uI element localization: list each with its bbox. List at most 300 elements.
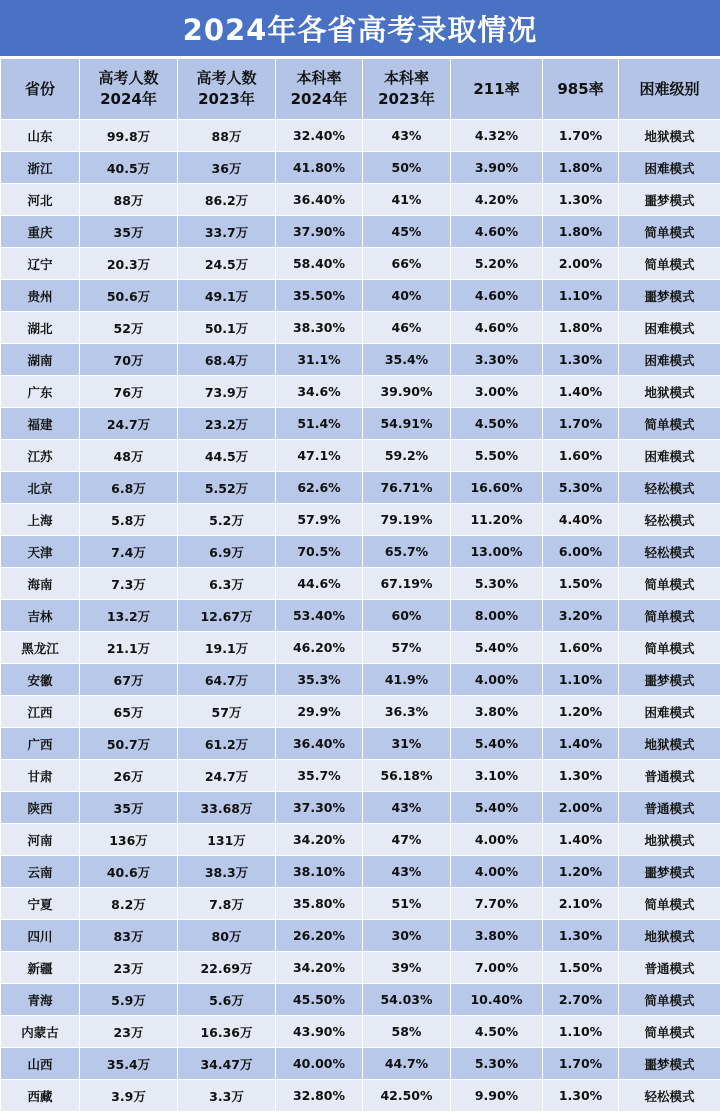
rate-211-cell: 4.00%	[451, 664, 543, 696]
candidates-2023-cell: 44.5万	[178, 440, 276, 472]
header-line: 本科率	[383, 69, 429, 87]
table-row	[1, 920, 720, 952]
rate-985-cell: 1.70%	[543, 408, 619, 440]
candidates-2023-cell: 38.3万	[178, 856, 276, 888]
rate-211-cell: 4.50%	[451, 1016, 543, 1048]
difficulty-cell: 简单模式	[619, 568, 720, 600]
header-line: 2024年	[290, 90, 348, 108]
difficulty-cell: 困难模式	[619, 312, 720, 344]
table-row	[1, 344, 720, 376]
difficulty-cell: 地狱模式	[619, 824, 720, 856]
province-cell: 湖南	[1, 344, 80, 376]
undergrad-rate-2024-cell: 57.9%	[276, 504, 363, 536]
rate-985-cell: 6.00%	[543, 536, 619, 568]
table-row	[1, 120, 720, 152]
table-row	[1, 248, 720, 280]
undergrad-rate-2024-cell: 34.6%	[276, 376, 363, 408]
undergrad-rate-2023-cell: 44.7%	[363, 1048, 451, 1080]
rate-211-cell: 5.40%	[451, 728, 543, 760]
rate-985-cell: 1.50%	[543, 952, 619, 984]
rate-985-cell: 1.20%	[543, 696, 619, 728]
undergrad-rate-2024-cell: 46.20%	[276, 632, 363, 664]
undergrad-rate-2024-cell: 35.80%	[276, 888, 363, 920]
undergrad-rate-2023-cell: 59.2%	[363, 440, 451, 472]
province-cell: 西藏	[1, 1080, 80, 1112]
rate-211-cell: 11.20%	[451, 504, 543, 536]
undergrad-rate-2024-cell: 35.50%	[276, 280, 363, 312]
candidates-2023-cell: 24.5万	[178, 248, 276, 280]
candidates-2024-cell: 26万	[80, 760, 178, 792]
undergrad-rate-2024-cell: 70.5%	[276, 536, 363, 568]
rate-211-cell: 3.00%	[451, 376, 543, 408]
table-row	[1, 152, 720, 184]
table-row	[1, 792, 720, 824]
candidates-2023-cell: 6.3万	[178, 568, 276, 600]
undergrad-rate-2024-cell: 62.6%	[276, 472, 363, 504]
header-line: 2023年	[198, 90, 255, 108]
table-row	[1, 824, 720, 856]
candidates-2023-cell: 3.3万	[178, 1080, 276, 1112]
table-row	[1, 984, 720, 1016]
rate-211-cell: 5.40%	[451, 792, 543, 824]
rate-211-cell: 13.00%	[451, 536, 543, 568]
table-row	[1, 760, 720, 792]
table-row	[1, 1048, 720, 1080]
undergrad-rate-2024-cell: 43.90%	[276, 1016, 363, 1048]
table-row	[1, 216, 720, 248]
candidates-2023-cell: 80万	[178, 920, 276, 952]
rate-985-cell: 1.30%	[543, 344, 619, 376]
rate-211-cell: 9.90%	[451, 1080, 543, 1112]
candidates-2023-cell: 5.52万	[178, 472, 276, 504]
rate-985-cell: 1.60%	[543, 440, 619, 472]
candidates-2023-cell: 33.7万	[178, 216, 276, 248]
table-row	[1, 728, 720, 760]
candidates-2024-cell: 88万	[80, 184, 178, 216]
rate-985-cell: 1.50%	[543, 568, 619, 600]
candidates-2023-cell: 16.36万	[178, 1016, 276, 1048]
province-cell: 安徽	[1, 664, 80, 696]
rate-985-cell: 1.40%	[543, 824, 619, 856]
candidates-2024-cell: 52万	[80, 312, 178, 344]
candidates-2024-cell: 50.6万	[80, 280, 178, 312]
undergrad-rate-2023-cell: 47%	[363, 824, 451, 856]
rate-985-cell: 1.70%	[543, 1048, 619, 1080]
rate-211-cell: 10.40%	[451, 984, 543, 1016]
table-row	[1, 536, 720, 568]
undergrad-rate-2024-cell: 35.7%	[276, 760, 363, 792]
admission-table	[0, 58, 720, 1112]
table-row	[1, 1080, 720, 1112]
candidates-2024-cell: 65万	[80, 696, 178, 728]
candidates-2024-cell: 23万	[80, 952, 178, 984]
rate-211-cell: 3.90%	[451, 152, 543, 184]
page-title: 2024年各省高考录取情况	[0, 0, 720, 58]
undergrad-rate-2024-cell: 35.3%	[276, 664, 363, 696]
header-line: 2023年	[378, 90, 435, 108]
difficulty-cell: 噩梦模式	[619, 664, 720, 696]
table-row	[1, 856, 720, 888]
undergrad-rate-2023-cell: 66%	[363, 248, 451, 280]
difficulty-cell: 地狱模式	[619, 376, 720, 408]
province-cell: 海南	[1, 568, 80, 600]
undergrad-rate-2023-cell: 54.91%	[363, 408, 451, 440]
candidates-2024-cell: 136万	[80, 824, 178, 856]
undergrad-rate-2024-cell: 40.00%	[276, 1048, 363, 1080]
candidates-2023-cell: 88万	[178, 120, 276, 152]
undergrad-rate-2024-cell: 29.9%	[276, 696, 363, 728]
candidates-2024-cell: 76万	[80, 376, 178, 408]
header-line: 2024年	[100, 90, 157, 108]
undergrad-rate-2023-cell: 45%	[363, 216, 451, 248]
province-cell: 吉林	[1, 600, 80, 632]
rate-211-cell: 4.60%	[451, 280, 543, 312]
candidates-2023-cell: 86.2万	[178, 184, 276, 216]
rate-985-cell: 1.30%	[543, 1080, 619, 1112]
rate-211-cell: 5.30%	[451, 568, 543, 600]
rate-985-cell: 1.10%	[543, 1016, 619, 1048]
table-row	[1, 376, 720, 408]
province-cell: 甘肃	[1, 760, 80, 792]
header-candidates-2023	[178, 59, 276, 120]
rate-211-cell: 5.30%	[451, 1048, 543, 1080]
undergrad-rate-2023-cell: 36.3%	[363, 696, 451, 728]
rate-985-cell: 1.80%	[543, 312, 619, 344]
table-row	[1, 696, 720, 728]
province-cell: 宁夏	[1, 888, 80, 920]
candidates-2024-cell: 40.6万	[80, 856, 178, 888]
candidates-2023-cell: 33.68万	[178, 792, 276, 824]
province-cell: 陕西	[1, 792, 80, 824]
header-candidates-2024	[80, 59, 178, 120]
undergrad-rate-2024-cell: 32.40%	[276, 120, 363, 152]
rate-211-cell: 3.10%	[451, 760, 543, 792]
undergrad-rate-2024-cell: 36.40%	[276, 728, 363, 760]
undergrad-rate-2023-cell: 58%	[363, 1016, 451, 1048]
undergrad-rate-2023-cell: 54.03%	[363, 984, 451, 1016]
undergrad-rate-2023-cell: 76.71%	[363, 472, 451, 504]
difficulty-cell: 困难模式	[619, 344, 720, 376]
candidates-2024-cell: 5.9万	[80, 984, 178, 1016]
candidates-2023-cell: 34.47万	[178, 1048, 276, 1080]
candidates-2023-cell: 49.1万	[178, 280, 276, 312]
rate-211-cell: 5.50%	[451, 440, 543, 472]
candidates-2024-cell: 13.2万	[80, 600, 178, 632]
header-line: 高考人数	[196, 69, 257, 87]
undergrad-rate-2023-cell: 67.19%	[363, 568, 451, 600]
header-province	[1, 59, 80, 120]
rate-985-cell: 2.70%	[543, 984, 619, 1016]
header-row	[1, 59, 720, 120]
candidates-2023-cell: 57万	[178, 696, 276, 728]
rate-211-cell: 4.20%	[451, 184, 543, 216]
table-row	[1, 440, 720, 472]
undergrad-rate-2023-cell: 39%	[363, 952, 451, 984]
candidates-2024-cell: 6.8万	[80, 472, 178, 504]
rate-985-cell: 1.80%	[543, 152, 619, 184]
candidates-2024-cell: 3.9万	[80, 1080, 178, 1112]
header-undergrad-rate-2023	[363, 59, 451, 120]
candidates-2024-cell: 24.7万	[80, 408, 178, 440]
candidates-2023-cell: 73.9万	[178, 376, 276, 408]
difficulty-cell: 简单模式	[619, 216, 720, 248]
table-row	[1, 312, 720, 344]
rate-211-cell: 4.60%	[451, 216, 543, 248]
difficulty-cell: 普通模式	[619, 792, 720, 824]
candidates-2023-cell: 6.9万	[178, 536, 276, 568]
candidates-2023-cell: 61.2万	[178, 728, 276, 760]
rate-211-cell: 4.60%	[451, 312, 543, 344]
rate-211-cell: 3.80%	[451, 696, 543, 728]
candidates-2023-cell: 23.2万	[178, 408, 276, 440]
undergrad-rate-2024-cell: 58.40%	[276, 248, 363, 280]
rate-211-cell: 5.20%	[451, 248, 543, 280]
rate-211-cell: 3.80%	[451, 920, 543, 952]
difficulty-cell: 简单模式	[619, 632, 720, 664]
difficulty-cell: 简单模式	[619, 408, 720, 440]
province-cell: 北京	[1, 472, 80, 504]
rate-985-cell: 1.40%	[543, 376, 619, 408]
difficulty-cell: 噩梦模式	[619, 856, 720, 888]
province-cell: 新疆	[1, 952, 80, 984]
difficulty-cell: 普通模式	[619, 760, 720, 792]
province-cell: 山东	[1, 120, 80, 152]
difficulty-cell: 困难模式	[619, 696, 720, 728]
candidates-2024-cell: 7.3万	[80, 568, 178, 600]
candidates-2024-cell: 8.2万	[80, 888, 178, 920]
rate-985-cell: 2.10%	[543, 888, 619, 920]
header-line: 211率	[473, 79, 520, 98]
header-211-rate	[451, 59, 543, 120]
difficulty-cell: 噩梦模式	[619, 280, 720, 312]
header-line: 省份	[24, 79, 55, 98]
province-cell: 重庆	[1, 216, 80, 248]
province-cell: 江苏	[1, 440, 80, 472]
rate-985-cell: 1.10%	[543, 664, 619, 696]
header-difficulty	[619, 59, 720, 120]
province-cell: 青海	[1, 984, 80, 1016]
rate-985-cell: 5.30%	[543, 472, 619, 504]
undergrad-rate-2023-cell: 41%	[363, 184, 451, 216]
rate-211-cell: 16.60%	[451, 472, 543, 504]
table-row	[1, 280, 720, 312]
rate-985-cell: 1.80%	[543, 216, 619, 248]
province-cell: 河北	[1, 184, 80, 216]
header-line: 困难级别	[639, 79, 700, 98]
undergrad-rate-2024-cell: 41.80%	[276, 152, 363, 184]
candidates-2023-cell: 12.67万	[178, 600, 276, 632]
candidates-2024-cell: 7.4万	[80, 536, 178, 568]
rate-211-cell: 4.50%	[451, 408, 543, 440]
rate-211-cell: 8.00%	[451, 600, 543, 632]
candidates-2024-cell: 40.5万	[80, 152, 178, 184]
undergrad-rate-2023-cell: 50%	[363, 152, 451, 184]
difficulty-cell: 地狱模式	[619, 920, 720, 952]
undergrad-rate-2023-cell: 46%	[363, 312, 451, 344]
rate-985-cell: 1.30%	[543, 184, 619, 216]
province-cell: 云南	[1, 856, 80, 888]
candidates-2024-cell: 23万	[80, 1016, 178, 1048]
difficulty-cell: 地狱模式	[619, 728, 720, 760]
undergrad-rate-2023-cell: 30%	[363, 920, 451, 952]
candidates-2024-cell: 35万	[80, 792, 178, 824]
province-cell: 浙江	[1, 152, 80, 184]
table-row	[1, 600, 720, 632]
undergrad-rate-2023-cell: 65.7%	[363, 536, 451, 568]
candidates-2023-cell: 5.2万	[178, 504, 276, 536]
undergrad-rate-2023-cell: 39.90%	[363, 376, 451, 408]
table-row	[1, 952, 720, 984]
header-line: 高考人数	[98, 69, 159, 87]
undergrad-rate-2023-cell: 60%	[363, 600, 451, 632]
province-cell: 广西	[1, 728, 80, 760]
undergrad-rate-2023-cell: 42.50%	[363, 1080, 451, 1112]
table-row	[1, 632, 720, 664]
candidates-2023-cell: 50.1万	[178, 312, 276, 344]
rate-985-cell: 1.60%	[543, 632, 619, 664]
province-cell: 广东	[1, 376, 80, 408]
undergrad-rate-2024-cell: 53.40%	[276, 600, 363, 632]
candidates-2024-cell: 35万	[80, 216, 178, 248]
table-row	[1, 504, 720, 536]
undergrad-rate-2023-cell: 43%	[363, 120, 451, 152]
undergrad-rate-2024-cell: 38.30%	[276, 312, 363, 344]
rate-211-cell: 3.30%	[451, 344, 543, 376]
header-line: 985率	[557, 79, 604, 98]
difficulty-cell: 简单模式	[619, 1016, 720, 1048]
rate-985-cell: 1.10%	[543, 280, 619, 312]
header-985-rate	[543, 59, 619, 120]
difficulty-cell: 噩梦模式	[619, 184, 720, 216]
rate-985-cell: 2.00%	[543, 792, 619, 824]
rate-211-cell: 7.70%	[451, 888, 543, 920]
province-cell: 山西	[1, 1048, 80, 1080]
difficulty-cell: 地狱模式	[619, 120, 720, 152]
undergrad-rate-2024-cell: 47.1%	[276, 440, 363, 472]
undergrad-rate-2023-cell: 43%	[363, 792, 451, 824]
undergrad-rate-2023-cell: 40%	[363, 280, 451, 312]
undergrad-rate-2023-cell: 56.18%	[363, 760, 451, 792]
difficulty-cell: 噩梦模式	[619, 1048, 720, 1080]
candidates-2023-cell: 22.69万	[178, 952, 276, 984]
undergrad-rate-2024-cell: 32.80%	[276, 1080, 363, 1112]
undergrad-rate-2024-cell: 36.40%	[276, 184, 363, 216]
undergrad-rate-2023-cell: 43%	[363, 856, 451, 888]
undergrad-rate-2023-cell: 41.9%	[363, 664, 451, 696]
undergrad-rate-2024-cell: 34.20%	[276, 824, 363, 856]
difficulty-cell: 困难模式	[619, 152, 720, 184]
difficulty-cell: 轻松模式	[619, 536, 720, 568]
candidates-2023-cell: 64.7万	[178, 664, 276, 696]
difficulty-cell: 轻松模式	[619, 1080, 720, 1112]
candidates-2024-cell: 67万	[80, 664, 178, 696]
table-row	[1, 184, 720, 216]
candidates-2023-cell: 68.4万	[178, 344, 276, 376]
undergrad-rate-2024-cell: 51.4%	[276, 408, 363, 440]
candidates-2024-cell: 48万	[80, 440, 178, 472]
candidates-2024-cell: 21.1万	[80, 632, 178, 664]
rate-211-cell: 4.00%	[451, 856, 543, 888]
undergrad-rate-2024-cell: 31.1%	[276, 344, 363, 376]
candidates-2024-cell: 20.3万	[80, 248, 178, 280]
candidates-2023-cell: 7.8万	[178, 888, 276, 920]
header-line: 本科率	[296, 69, 342, 87]
candidates-2023-cell: 36万	[178, 152, 276, 184]
undergrad-rate-2024-cell: 37.30%	[276, 792, 363, 824]
difficulty-cell: 轻松模式	[619, 472, 720, 504]
candidates-2024-cell: 5.8万	[80, 504, 178, 536]
candidates-2023-cell: 131万	[178, 824, 276, 856]
rate-985-cell: 1.30%	[543, 760, 619, 792]
undergrad-rate-2023-cell: 35.4%	[363, 344, 451, 376]
undergrad-rate-2023-cell: 31%	[363, 728, 451, 760]
table-row	[1, 472, 720, 504]
province-cell: 河南	[1, 824, 80, 856]
undergrad-rate-2024-cell: 44.6%	[276, 568, 363, 600]
difficulty-cell: 简单模式	[619, 888, 720, 920]
undergrad-rate-2023-cell: 57%	[363, 632, 451, 664]
rate-211-cell: 7.00%	[451, 952, 543, 984]
candidates-2024-cell: 83万	[80, 920, 178, 952]
province-cell: 江西	[1, 696, 80, 728]
candidates-2024-cell: 35.4万	[80, 1048, 178, 1080]
table-row	[1, 408, 720, 440]
candidates-2023-cell: 24.7万	[178, 760, 276, 792]
table-row	[1, 568, 720, 600]
province-cell: 内蒙古	[1, 1016, 80, 1048]
province-cell: 上海	[1, 504, 80, 536]
province-cell: 四川	[1, 920, 80, 952]
rate-985-cell: 3.20%	[543, 600, 619, 632]
candidates-2024-cell: 99.8万	[80, 120, 178, 152]
difficulty-cell: 简单模式	[619, 984, 720, 1016]
rate-985-cell: 1.30%	[543, 920, 619, 952]
difficulty-cell: 普通模式	[619, 952, 720, 984]
undergrad-rate-2024-cell: 38.10%	[276, 856, 363, 888]
rate-985-cell: 1.70%	[543, 120, 619, 152]
difficulty-cell: 困难模式	[619, 440, 720, 472]
undergrad-rate-2024-cell: 45.50%	[276, 984, 363, 1016]
province-cell: 福建	[1, 408, 80, 440]
rate-211-cell: 5.40%	[451, 632, 543, 664]
header-undergrad-rate-2024	[276, 59, 363, 120]
table-row	[1, 1016, 720, 1048]
table-row	[1, 888, 720, 920]
province-cell: 黑龙江	[1, 632, 80, 664]
province-cell: 湖北	[1, 312, 80, 344]
candidates-2023-cell: 5.6万	[178, 984, 276, 1016]
candidates-2024-cell: 70万	[80, 344, 178, 376]
province-cell: 贵州	[1, 280, 80, 312]
difficulty-cell: 简单模式	[619, 248, 720, 280]
province-cell: 辽宁	[1, 248, 80, 280]
difficulty-cell: 轻松模式	[619, 504, 720, 536]
undergrad-rate-2024-cell: 34.20%	[276, 952, 363, 984]
candidates-2023-cell: 19.1万	[178, 632, 276, 664]
difficulty-cell: 简单模式	[619, 600, 720, 632]
table-body	[1, 120, 720, 1112]
undergrad-rate-2023-cell: 79.19%	[363, 504, 451, 536]
rate-211-cell: 4.32%	[451, 120, 543, 152]
rate-985-cell: 2.00%	[543, 248, 619, 280]
undergrad-rate-2023-cell: 51%	[363, 888, 451, 920]
table-row	[1, 664, 720, 696]
rate-985-cell: 1.20%	[543, 856, 619, 888]
rate-211-cell: 4.00%	[451, 824, 543, 856]
rate-985-cell: 1.40%	[543, 728, 619, 760]
undergrad-rate-2024-cell: 37.90%	[276, 216, 363, 248]
province-cell: 天津	[1, 536, 80, 568]
